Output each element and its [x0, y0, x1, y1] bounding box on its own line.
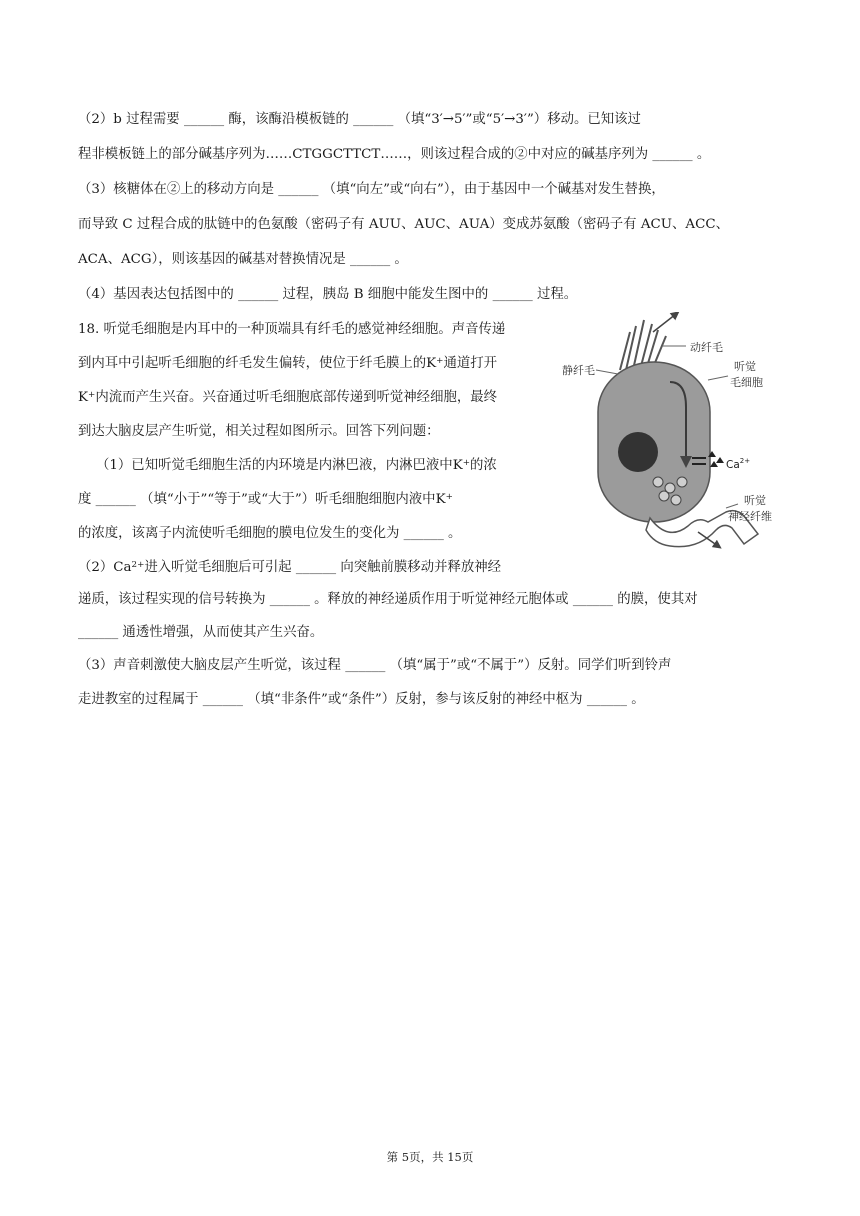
- q18-stem-line-4: 到达大脑皮层产生听觉，相关过程如图所示。回答下列问题：: [78, 424, 440, 439]
- q17-2-line-2: 程非模板链上的部分碱基序列为……CTGGCTTCT……，则该过程合成的②中对应的碱基序列为 ______ 。: [78, 147, 711, 162]
- q17-3-line-1: （3）核糖体在②上的移动方向是 ______ （填“向左”或“向右”），由于基因中一个碱基对发生替换，: [78, 182, 665, 197]
- label-hair-cell-line-1: 听觉: [734, 360, 756, 373]
- q18-stem-line-1: 18. 听觉毛细胞是内耳中的一种顶端具有纤毛的感觉神经细胞。声音传递: [78, 322, 506, 337]
- q18-stem-line-3-text: 内流而产生兴奋。兴奋通过听毛细胞底部传递到听觉神经细胞，最终: [95, 390, 498, 405]
- q18-2-line-2: 递质，该过程实现的信号转换为 ______ 。释放的神经递质作用于听觉神经元胞体或 ______ 的膜，使其对: [78, 592, 698, 607]
- label-hair-cell-line-2: 毛细胞: [730, 376, 763, 389]
- label-nerve-line-1: 听觉: [744, 494, 766, 507]
- label-static-cilia: 静纤毛: [562, 364, 595, 377]
- ca-ion-charge: 2+: [131, 560, 145, 571]
- k-ion-symbol: K: [426, 356, 437, 371]
- q18-2-prefix: （2）Ca: [78, 560, 132, 575]
- k-ion-charge: +: [88, 390, 96, 401]
- q18-3-line-2: 走进教室的过程属于 ______ （填“非条件”或“条件”）反射，参与该反射的神经中枢为 ______ 。: [78, 692, 645, 707]
- k-ion-charge: +: [445, 492, 453, 503]
- q18-1-line-2-text: 度 ______ （填“小于”“等于”或“大于”）听毛细胞细胞内液中: [78, 492, 436, 507]
- q18-3-line-1: （3）声音刺激使大脑皮层产生听觉，该过程 ______ （填“属于”或“不属于”）反射。同学们听到铃声: [78, 658, 672, 673]
- label-ca-ion: [726, 457, 750, 471]
- q18-1-line-2: [78, 490, 558, 511]
- q18-2-line-1: [78, 558, 558, 579]
- q17-3-line-3: ACA、ACG），则该基因的碱基对替换情况是 ______ 。: [78, 252, 408, 267]
- k-ion-charge: +: [436, 356, 444, 367]
- nucleus: [618, 432, 658, 472]
- q17-2-line-1: （2）b 过程需要 ______ 酶，该酶沿模板链的 ______ （填“3′→5′”或“5′→3′”）移动。已知该过: [78, 112, 641, 127]
- label-ca-charge: 2+: [739, 457, 751, 465]
- q18-1-line-1-text: （1）已知听觉毛细胞生活的内环境是内淋巴液，内淋巴液中: [96, 458, 453, 473]
- q17-4-line: （4）基因表达包括图中的 ______ 过程，胰岛 B 细胞中能发生图中的 ______ 过程。: [78, 287, 578, 302]
- label-moving-cilia: 动纤毛: [690, 341, 723, 354]
- k-ion-charge: +: [462, 458, 470, 469]
- q18-2-line-3: ______ 通透性增强，从而使其产生兴奋。: [78, 625, 324, 640]
- q17-3-line-2: 而导致 C 过程合成的肽链中的色氨酸（密码子有 AUU、AUC、AUA）变成苏氨酸（密码子有 ACU、ACC、: [78, 217, 729, 232]
- q18-stem-line-2-text: 到内耳中引起听毛细胞的纤毛发生偏转，使位于纤毛膜上的: [78, 356, 427, 371]
- q18-1-line-3: 的浓度，该离子内流使听毛细胞的膜电位发生的变化为 ______ 。: [78, 526, 462, 541]
- hair-cell-diagram: [558, 312, 798, 552]
- channel-open-text: 通道打开: [443, 356, 498, 371]
- k-ion-symbol: K: [78, 390, 89, 405]
- page-footer: 第 5页，共 15页: [386, 1150, 474, 1164]
- q18-stem-line-3: [78, 388, 558, 409]
- hair-cell-svg: [558, 312, 798, 552]
- k-ion-symbol: K: [452, 458, 463, 473]
- q18-2-line-1-text: 进入听觉毛细胞后可引起 ______ 向突触前膜移动并释放神经: [144, 560, 502, 575]
- q18-1-line-1-tail: 的浓: [470, 458, 497, 473]
- q18-1-line-1: [96, 456, 556, 477]
- q18-stem-line-2: [78, 354, 558, 375]
- label-nerve-line-2: 神经纤维: [728, 510, 772, 523]
- k-ion-symbol: K: [435, 492, 446, 507]
- label-ca-symbol: Ca: [726, 459, 740, 471]
